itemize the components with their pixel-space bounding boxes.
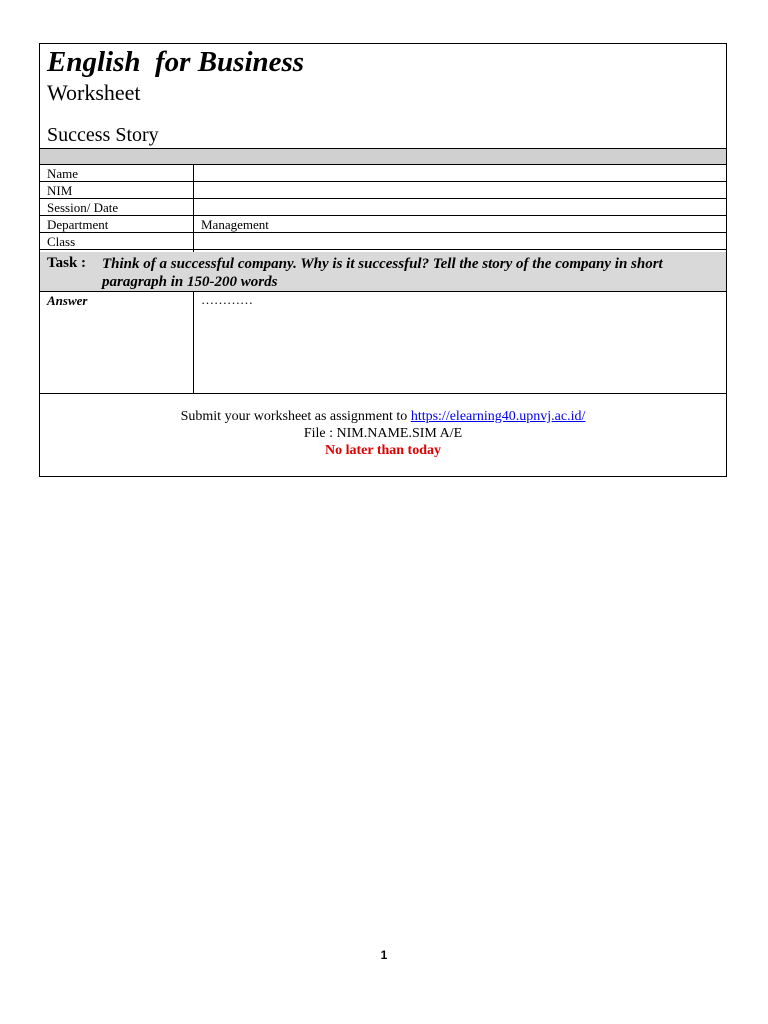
- worksheet-topic: Success Story: [47, 124, 159, 146]
- elearning-link[interactable]: https://elearning40.upnvj.ac.id/: [410, 409, 586, 424]
- table-column-divider: [193, 165, 194, 252]
- info-label: Department: [47, 217, 109, 232]
- answer-field[interactable]: …………: [201, 292, 253, 307]
- info-label: Session/ Date: [47, 200, 119, 215]
- worksheet-subtitle: Worksheet: [47, 80, 141, 105]
- task-row: [40, 252, 726, 292]
- info-row-department: [40, 216, 726, 233]
- page-number: 1: [380, 948, 388, 962]
- task-instructions: Think of a successful company. Why is it successful? Tell the story of the company in short paragraph in 150-200 words: [102, 256, 663, 290]
- deadline-notice: No later than today: [324, 443, 442, 458]
- student-info-table: [40, 165, 726, 250]
- info-label: NIM: [47, 183, 73, 198]
- info-label: Name: [47, 166, 79, 181]
- answer-column-divider: [193, 292, 194, 393]
- info-value-field[interactable]: Management: [201, 217, 269, 232]
- task-label: Task :: [47, 255, 87, 271]
- submission-instructions: [40, 408, 726, 459]
- info-row-name: [40, 165, 726, 182]
- submit-line: [40, 408, 726, 425]
- worksheet-header: [40, 44, 726, 148]
- worksheet-box: [39, 43, 727, 477]
- worksheet-title: English for Business: [47, 46, 305, 78]
- file-name-format: File : NIM.NAME.SIM A/E: [303, 426, 463, 441]
- info-row-class: [40, 233, 726, 250]
- info-row-session-date: [40, 199, 726, 216]
- info-row-nim: [40, 182, 726, 199]
- info-label: Class: [47, 234, 76, 249]
- answer-label: Answer: [47, 293, 88, 308]
- answer-row: [40, 292, 726, 394]
- header-separator-band: [40, 148, 726, 165]
- submit-text: Submit your worksheet as assignment to: [180, 409, 411, 424]
